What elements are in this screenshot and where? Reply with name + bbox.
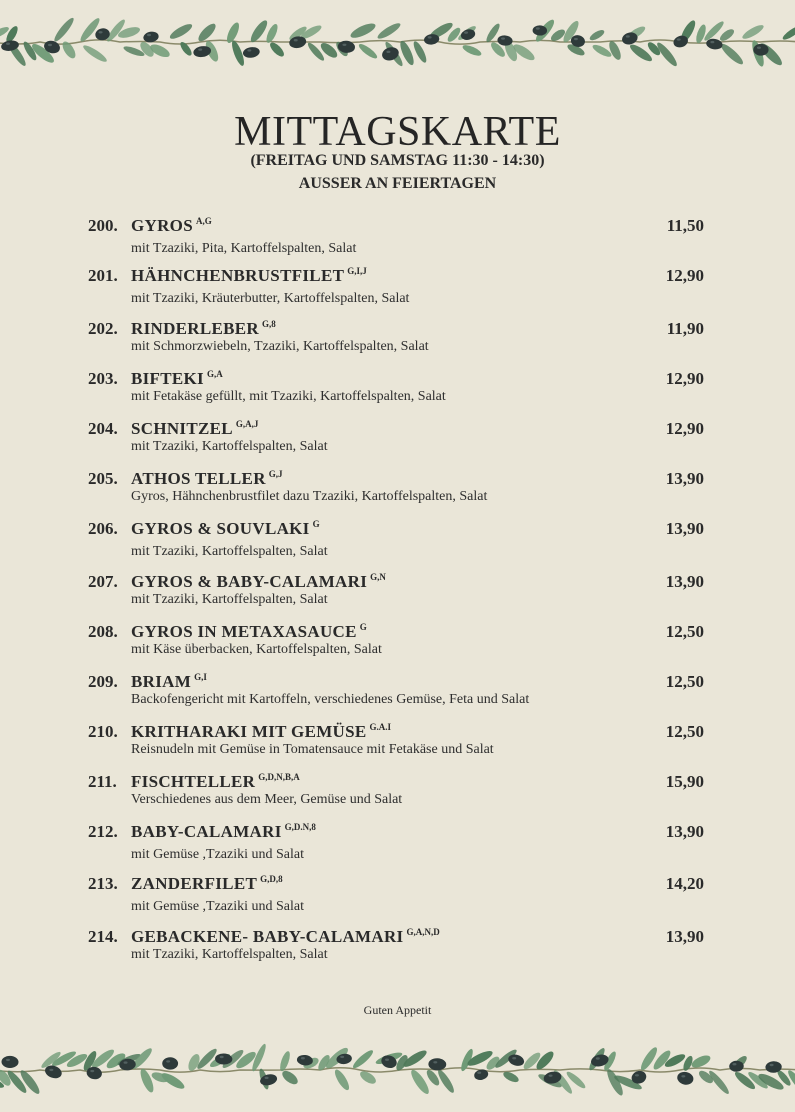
item-allergens: G,A (206, 369, 223, 379)
menu-item-206 (88, 519, 708, 572)
item-name: SCHNITZEL $^{G,A,J}$ (131, 419, 259, 438)
item-description: mit Fetakäse gefüllt, mit Tzaziki, Kartoffelspalten, Salat (131, 389, 446, 404)
item-number: 211. (88, 772, 117, 791)
item-price: 11,90 (666, 319, 704, 338)
menu-item-203 (88, 369, 708, 419)
item-number: 207. (88, 572, 118, 591)
menu-item-211 (88, 772, 708, 822)
item-allergens: G (359, 622, 367, 632)
item-price: 12,90 (665, 266, 704, 285)
item-allergens: A,G (195, 216, 212, 226)
olive-garland-bottom (0, 1028, 795, 1112)
item-description: mit Gemüse ,Tzaziki und Salat (131, 899, 305, 914)
item-allergens: G,J (268, 469, 283, 479)
item-description: mit Schmorzwiebeln, Tzaziki, Kartoffelspalten, Salat (131, 339, 429, 354)
item-price: 13,90 (665, 519, 704, 538)
item-allergens: G (312, 519, 320, 529)
item-description: mit Tzaziki, Kartoffelspalten, Salat (131, 544, 328, 559)
item-name: BIFTEKI $^{G,A}$ (131, 369, 223, 388)
item-allergens: G,I,J (347, 266, 367, 276)
item-allergens: G,I (194, 672, 207, 682)
item-price: 12,50 (665, 622, 704, 641)
item-allergens: G,8 (262, 319, 276, 329)
menu-hours: (FREITAG UND SAMSTAG 11:30 - 14:30) (250, 152, 545, 169)
item-number: 202. (88, 319, 118, 338)
item-number: 209. (88, 672, 118, 691)
menu-item-205 (88, 469, 708, 519)
item-number: 206. (88, 519, 118, 538)
item-description: mit Tzaziki, Pita, Kartoffelspalten, Salat (131, 241, 357, 256)
menu-item-208 (88, 622, 708, 672)
item-name: KRITHARAKI MIT GEMÜSE $^{G.A.I}$ (131, 722, 392, 741)
item-price: 15,90 (665, 772, 704, 791)
olive-garland-top (0, 0, 795, 84)
item-name: GYROS IN METAXASAUCE $^G$ (131, 622, 367, 641)
item-number: 204. (88, 419, 118, 438)
item-allergens: G,D,8 (260, 874, 283, 884)
item-allergens: G.A.I (369, 722, 392, 732)
footer-greeting: Guten Appetit (363, 1003, 432, 1017)
item-description: Verschiedenes aus dem Meer, Gemüse und Salat (131, 792, 403, 807)
item-description: mit Tzaziki, Kartoffelspalten, Salat (131, 947, 328, 962)
item-description: mit Käse überbacken, Kartoffelspalten, Salat (131, 642, 382, 657)
menu-title: MITTAGSKARTE (234, 109, 561, 155)
item-number: 212. (88, 822, 118, 841)
menu-item-209 (88, 672, 708, 722)
item-name: RINDERLEBER $^{G,8}$ (131, 319, 276, 338)
item-description: Gyros, Hähnchenbrustfilet dazu Tzaziki, Kartoffelspalten, Salat (131, 489, 488, 504)
item-name: GYROS $^{A,G}$ (131, 216, 212, 235)
item-price: 12,50 (665, 722, 704, 741)
menu-item-200 (88, 216, 708, 266)
menu-item-204 (88, 419, 708, 469)
item-number: 200. (88, 216, 118, 235)
item-price: 14,20 (665, 874, 704, 893)
item-description: Reisnudeln mit Gemüse in Tomatensauce mit Fetakäse und Salat (131, 742, 494, 757)
item-name: ATHOS TELLER $^{G,J}$ (131, 469, 283, 488)
item-price: 12,50 (665, 672, 704, 691)
item-price: 13,90 (665, 927, 704, 946)
item-number: 201. (88, 266, 118, 285)
item-name: GEBACKENE- BABY-CALAMARI $^{G,A,N,D}$ (131, 927, 440, 946)
item-description: mit Tzaziki, Kartoffelspalten, Salat (131, 592, 328, 607)
menu-item-207 (88, 572, 708, 622)
item-allergens: G,A,J (235, 419, 259, 429)
item-number: 214. (88, 927, 118, 946)
item-price: 13,90 (665, 572, 704, 591)
menu-item-213 (88, 874, 708, 927)
item-name: HÄHNCHENBRUSTFILET $^{G,I,J}$ (131, 266, 367, 285)
menu-list (88, 216, 708, 977)
item-price: 12,90 (665, 419, 704, 438)
item-description: mit Tzaziki, Kartoffelspalten, Salat (131, 439, 328, 454)
item-name: GYROS & SOUVLAKI $^G$ (131, 519, 320, 538)
item-allergens: G,D.N,8 (284, 822, 316, 832)
item-number: 210. (88, 722, 118, 741)
menu-item-202 (88, 319, 708, 369)
item-price: 13,90 (665, 469, 704, 488)
menu-item-201 (88, 266, 708, 319)
item-name: FISCHTELLER $^{G,D,N,B,A}$ (131, 772, 300, 791)
item-description: Backofengericht mit Kartoffeln, verschiedenes Gemüse, Feta und Salat (131, 692, 530, 707)
item-number: 213. (88, 874, 118, 893)
menu-item-214 (88, 927, 708, 977)
item-number: 205. (88, 469, 118, 488)
menu-item-210 (88, 722, 708, 772)
menu-item-212 (88, 822, 708, 874)
item-name: ZANDERFILET $^{G,D,8}$ (131, 874, 283, 893)
item-name: BRIAM $^{G,I}$ (131, 672, 207, 691)
item-name: BABY-CALAMARI $^{G,D.N,8}$ (131, 822, 316, 841)
item-allergens: G,N (370, 572, 386, 582)
item-price: 11,50 (666, 216, 704, 235)
item-description: mit Tzaziki, Kräuterbutter, Kartoffelspalten, Salat (131, 291, 410, 306)
item-number: 203. (88, 369, 118, 388)
item-allergens: G,D,N,B,A (258, 772, 300, 782)
menu-holiday-note: AUSSER AN FEIERTAGEN (298, 175, 497, 192)
item-allergens: G,A,N,D (406, 927, 440, 937)
item-description: mit Gemüse ,Tzaziki und Salat (131, 847, 305, 862)
item-number: 208. (88, 622, 118, 641)
item-price: 13,90 (665, 822, 704, 841)
item-name: GYROS & BABY-CALAMARI $^{G,N}$ (131, 572, 386, 591)
item-price: 12,90 (665, 369, 704, 388)
